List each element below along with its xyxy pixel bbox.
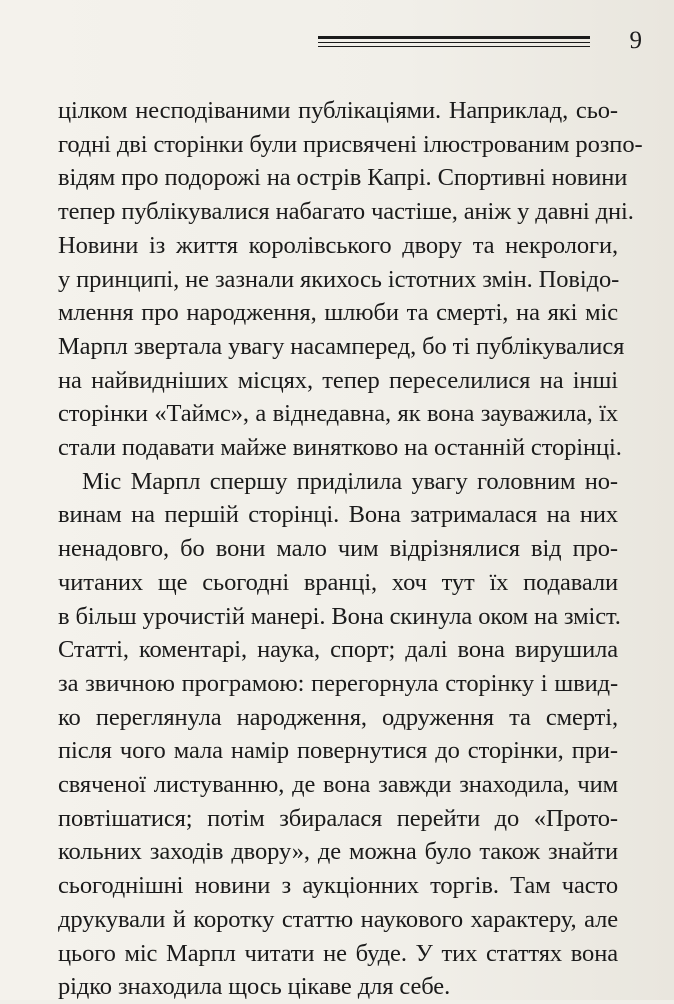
- body-text: [58, 94, 643, 1004]
- paragraph-1: [58, 94, 643, 465]
- text-line: сторінки «Таймс», а віднедавна, як вона зауважила, їх: [58, 400, 618, 428]
- text-line: відям про подорожі на острів Капрі. Спортивні новини: [58, 164, 628, 192]
- page-header: [318, 24, 642, 54]
- text-line: читаних ще сьогодні вранці, хоч тут їх подавали: [58, 568, 618, 596]
- text-line: Міс Марпл спершу приділила увагу головним но-: [82, 467, 618, 495]
- text-line: Марпл звертала увагу насамперед, бо ті публікувалися: [58, 332, 625, 360]
- text-line: винам на першій сторінці. Вона затрималася на них: [58, 501, 618, 529]
- text-line: годні дві сторінки були присвячені ілюстрованим розпо-: [58, 130, 643, 158]
- text-line: стали подавати майже винятково на останній сторінці.: [58, 434, 622, 462]
- text-line: кольних заходів двору», де можна було також знайти: [58, 838, 618, 866]
- text-line: тепер публікувалися набагато частіше, аніж у давні дні.: [58, 198, 634, 226]
- text-line: цього міс Марпл читати не буде. У тих статтях вона: [58, 939, 618, 967]
- text-line: у принципі, не зазнали якихось істотних змін. Повідо-: [58, 265, 620, 293]
- text-line: рідко знаходила щось цікаве для себе.: [58, 973, 451, 1001]
- text-line: ко переглянула народження, одруження та смерті,: [58, 703, 618, 731]
- text-line: в більш урочистій манері. Вона скинула оком на зміст.: [58, 602, 621, 630]
- text-line: Новини із життя королівського двору та некрологи,: [58, 231, 618, 259]
- paragraph-2: [58, 465, 621, 1004]
- text-line: млення про народження, шлюби та смерті, на які міс: [58, 299, 618, 327]
- header-rule: [318, 36, 590, 50]
- text-line: свяченої листуванню, де вона завжди знаходила, чим: [58, 771, 618, 799]
- text-line: друкували й коротку статтю наукового характеру, але: [58, 905, 618, 933]
- text-line: ненадовго, бо вони мало чим відрізнялися від про-: [58, 535, 618, 563]
- text-line: за звичною програмою: перегорнула сторінку і швид-: [58, 669, 618, 697]
- page-number: 9: [629, 27, 642, 54]
- text-line: повтішатися; потім збиралася перейти до «Прото-: [58, 804, 618, 832]
- text-line: після чого мала намір повернутися до сторінки, при-: [58, 737, 618, 765]
- text-line: Статті, коментарі, наука, спорт; далі вона вирушила: [58, 636, 618, 664]
- text-line: на найвидніших місцях, тепер переселилися на інші: [58, 366, 618, 394]
- text-line: цілком несподіваними публікаціями. Наприклад, сьо-: [58, 97, 618, 124]
- text-line: сьогоднішні новини з аукціонних торгів. Там часто: [58, 872, 618, 900]
